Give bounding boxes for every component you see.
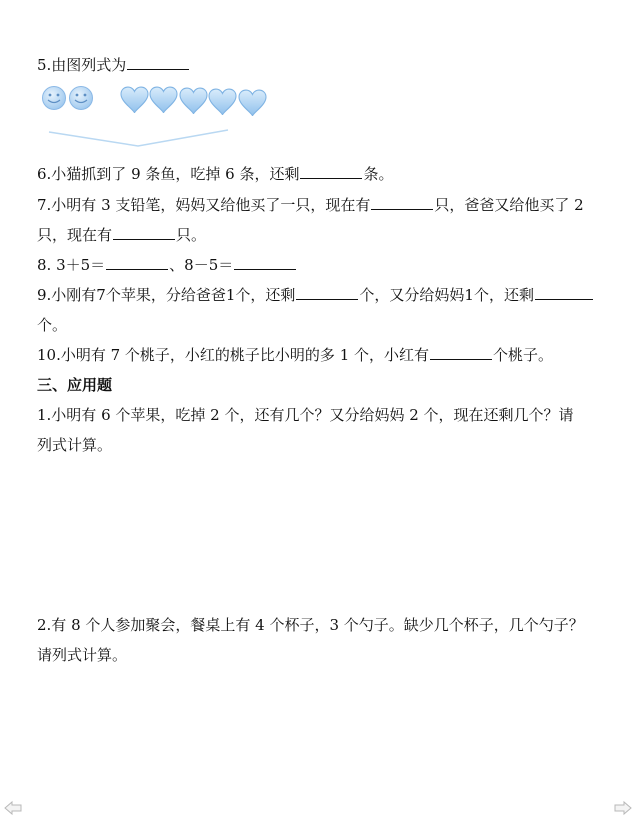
question-8-text-2: 、8－5＝ bbox=[169, 256, 234, 274]
question-9-text-2: 个，又分给妈妈1个，还剩 bbox=[359, 286, 534, 304]
question-10-suffix: 个桃子。 bbox=[493, 346, 554, 364]
heart-icon bbox=[239, 90, 266, 116]
application-question-2-line-1 bbox=[37, 614, 584, 636]
application-question-2-text-2: 请列式计算。 bbox=[37, 646, 128, 664]
counting-figure bbox=[40, 84, 280, 154]
answer-blank-8a[interactable] bbox=[106, 254, 168, 270]
heart-icon bbox=[121, 87, 148, 113]
question-7-line-2 bbox=[37, 224, 206, 246]
answer-blank-5[interactable] bbox=[127, 54, 189, 70]
question-9-text: 9.小刚有7个苹果，分给爸爸1个，还剩 bbox=[37, 286, 296, 304]
question-9-line-1 bbox=[37, 284, 594, 306]
application-question-2-line-2 bbox=[37, 644, 127, 666]
question-9-line-2 bbox=[37, 314, 67, 336]
question-6 bbox=[37, 163, 394, 185]
answer-blank-8b[interactable] bbox=[234, 254, 296, 270]
question-9-suffix: 个。 bbox=[37, 316, 68, 334]
answer-blank-9b[interactable] bbox=[535, 284, 593, 300]
section-title: 三、应用题 bbox=[37, 376, 113, 394]
smiley-icon bbox=[70, 87, 93, 110]
question-7-text: 7.小明有 3 支铅笔，妈妈又给他买了一只，现在有 bbox=[37, 196, 371, 214]
application-question-2-text: 2.有 8 个人参加聚会，餐桌上有 4 个杯子，3 个勺子。缺少几个杯子，几个勺子？ bbox=[37, 616, 584, 634]
question-8-text: 8. 3＋5＝ bbox=[37, 256, 106, 274]
left-arrow-icon[interactable] bbox=[4, 800, 22, 816]
answer-blank-6[interactable] bbox=[300, 163, 362, 179]
question-10-text: 10.小明有 7 个桃子，小红的桃子比小明的多 1 个，小红有 bbox=[37, 346, 430, 364]
application-question-1-line-2 bbox=[37, 434, 112, 456]
application-question-1-text: 1.小明有 6 个苹果，吃掉 2 个，还有几个？又分给妈妈 2 个，现在还剩几个？请 bbox=[37, 406, 574, 424]
heart-icon bbox=[150, 87, 177, 113]
smiley-icon bbox=[43, 87, 66, 110]
answer-blank-9a[interactable] bbox=[296, 284, 358, 300]
question-7-text-3: 只，现在有 bbox=[37, 226, 113, 244]
question-5-text: 5.由图列式为 bbox=[37, 56, 127, 74]
answer-blank-10[interactable] bbox=[430, 344, 492, 360]
heart-icon bbox=[209, 89, 236, 115]
question-6-suffix: 条。 bbox=[363, 165, 394, 183]
question-6-text: 6.小猫抓到了 9 条鱼，吃掉 6 条，还剩 bbox=[37, 165, 300, 183]
heart-icon bbox=[180, 88, 207, 114]
answer-blank-7b[interactable] bbox=[113, 224, 175, 240]
brace-line bbox=[49, 130, 228, 146]
question-8 bbox=[37, 254, 297, 276]
question-10 bbox=[37, 344, 553, 366]
question-5 bbox=[37, 54, 190, 76]
right-arrow-icon[interactable] bbox=[614, 800, 632, 816]
question-7-line-1 bbox=[37, 194, 584, 216]
answer-blank-7a[interactable] bbox=[371, 194, 433, 210]
question-7-text-2: 只，爸爸又给他买了 2 bbox=[434, 196, 584, 214]
application-question-1-line-1 bbox=[37, 404, 574, 426]
question-7-suffix: 只。 bbox=[176, 226, 207, 244]
application-question-1-text-2: 列式计算。 bbox=[37, 436, 113, 454]
section-heading bbox=[37, 374, 112, 396]
